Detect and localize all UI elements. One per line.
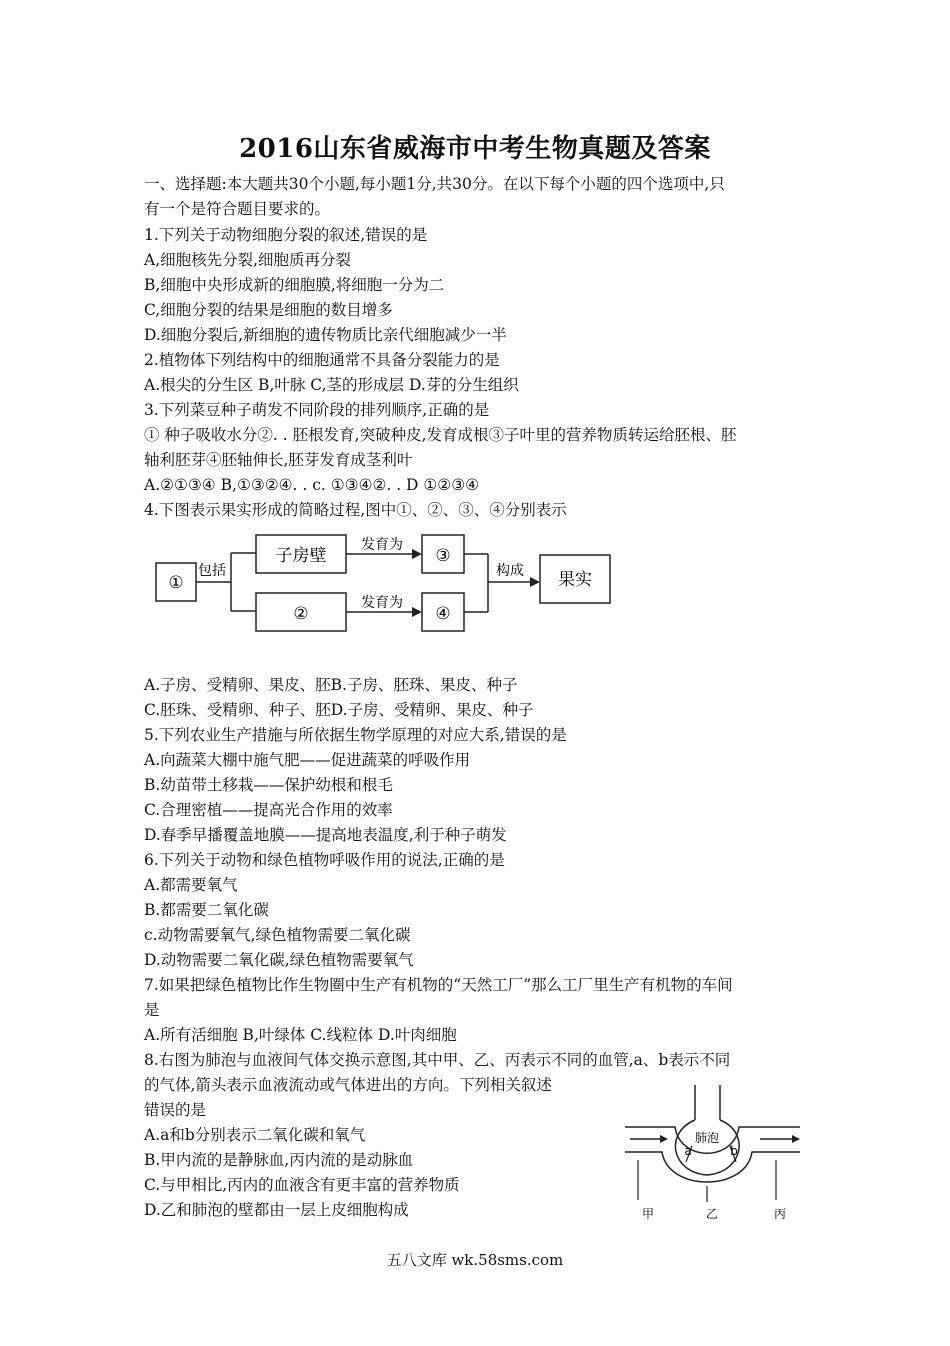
develop-bottom-label: 发育为 (361, 595, 403, 611)
text-line: A.所有活细胞 B,叶绿体 C.线粒体 D.叶肉细胞 (144, 1026, 457, 1044)
text-line: D.春季早播覆盖地膜——提高地表温度,利于种子萌发 (144, 826, 507, 844)
text-line: 的气体,箭头表示血液流动或气体进出的方向。下列相关叙述 (144, 1076, 552, 1094)
vessel-jia-label: 甲 (641, 1207, 655, 1221)
fruit-label: 果实 (558, 570, 592, 590)
text-line: 7.如果把绿色植物比作生物圈中生产有机物的“天然工厂”那么工厂里生产有机物的车间 (144, 976, 733, 994)
circle2-label: ② (293, 604, 309, 624)
text-line: 5.下列农业生产措施与所依据生物学原理的对应大系,错误的是 (144, 726, 567, 744)
text-line: C,细胞分裂的结果是细胞的数目增多 (144, 301, 393, 319)
text-line: 2.植物体下列结构中的细胞通常不具备分裂能力的是 (144, 351, 500, 369)
page-title: 2016山东省威海市中考生物真题及答案 (239, 134, 711, 164)
text-line: A.根尖的分生区 B,叶脉 C,茎的形成层 D.芽的分生组织 (144, 376, 519, 394)
gas-b-label: b (730, 1144, 738, 1158)
text-line: 3.下列菜豆种子萌发不同阶段的排列顺序,正确的是 (144, 401, 490, 419)
develop-top-label: 发育为 (361, 537, 403, 553)
footer-source: 五八文库 wk.58sms.com (386, 1251, 564, 1269)
text-line: A.向蔬菜大棚中施气肥——促进蔬菜的呼吸作用 (144, 751, 471, 769)
text-line: A.a和b分别表示二氧化碳和氧气 (144, 1126, 366, 1144)
circle1-label: ① (168, 573, 184, 593)
text-line: C.胚珠、受精卵、种子、胚D.子房、受精卵、果皮、种子 (144, 701, 534, 719)
text-line: 错误的是 (144, 1101, 207, 1119)
text-line: C.合理密植——提高光合作用的效率 (144, 801, 393, 819)
compose-label: 构成 (496, 563, 524, 579)
text-line: 有一个是符合题目要求的。 (144, 200, 331, 218)
vessel-bing-label: 丙 (773, 1207, 787, 1221)
text-line: A.②①③④ B,①③②④. . c. ①③④②. . D ①②③④ (144, 476, 479, 494)
vessel-yi-label: 乙 (705, 1207, 719, 1221)
text-line: 轴利胚芽④胚轴伸长,胚芽发育成茎利叶 (144, 451, 413, 469)
text-line: D.细胞分裂后,新细胞的遗传物质比亲代细胞减少一半 (144, 326, 507, 344)
text-line: 是 (144, 1001, 160, 1019)
ovary-wall-label: 子房壁 (275, 546, 327, 566)
text-line: A,细胞核先分裂,细胞质再分裂 (144, 251, 352, 269)
circle4-label: ④ (435, 604, 451, 624)
text-line: A.子房、受精卵、果皮、胚B.子房、胚珠、果皮、种子 (144, 676, 518, 694)
text-line: 一、选择题:本大题共30个小题,每小题1分,共30分。在以下每个小题的四个选项中,只 (144, 175, 725, 193)
text-line: B.幼苗带土移栽——保护幼根和根毛 (144, 776, 393, 794)
alveolus-label: 肺泡 (694, 1131, 720, 1145)
text-line: 6.下列关于动物和绿色植物呼吸作用的说法,正确的是 (144, 851, 505, 869)
include-label: 包括 (198, 563, 226, 579)
text-line: B,细胞中央形成新的细胞膜,将细胞一分为二 (144, 276, 445, 294)
text-line: B.都需要二氧化碳 (144, 901, 269, 919)
text-line: A.都需要氧气 (144, 876, 238, 894)
text-line: ① 种子吸收水分②. . 胚根发育,突破种皮,发育成根③子叶里的营养物质转运给胚根、胚 (144, 426, 737, 444)
text-line: D.动物需要二氧化碳,绿色植物需要氧气 (144, 951, 414, 969)
circle3-label: ③ (435, 546, 451, 566)
fruit-formation-diagram (144, 525, 644, 645)
gas-a-label: a (684, 1144, 692, 1158)
text-line: B.甲内流的是静脉血,丙内流的是动脉血 (144, 1151, 414, 1169)
text-line: 8.右图为肺泡与血液间气体交换示意图,其中甲、乙、丙表示不同的血管,a、b表示不同 (144, 1051, 731, 1069)
text-line: 1.下列关于动物细胞分裂的叙述,错误的是 (144, 226, 428, 244)
text-line: c.动物需要氧气,绿色植物需要二氧化碳 (144, 926, 411, 944)
alveolus-gas-exchange-diagram (620, 1080, 810, 1225)
text-line: C.与甲相比,丙内的血液含有更丰富的营养物质 (144, 1176, 460, 1194)
text-line: D.乙和肺泡的壁都由一层上皮细胞构成 (144, 1201, 409, 1219)
text-line: 4.下图表示果实形成的简略过程,图中①、②、③、④分别表示 (144, 501, 567, 519)
